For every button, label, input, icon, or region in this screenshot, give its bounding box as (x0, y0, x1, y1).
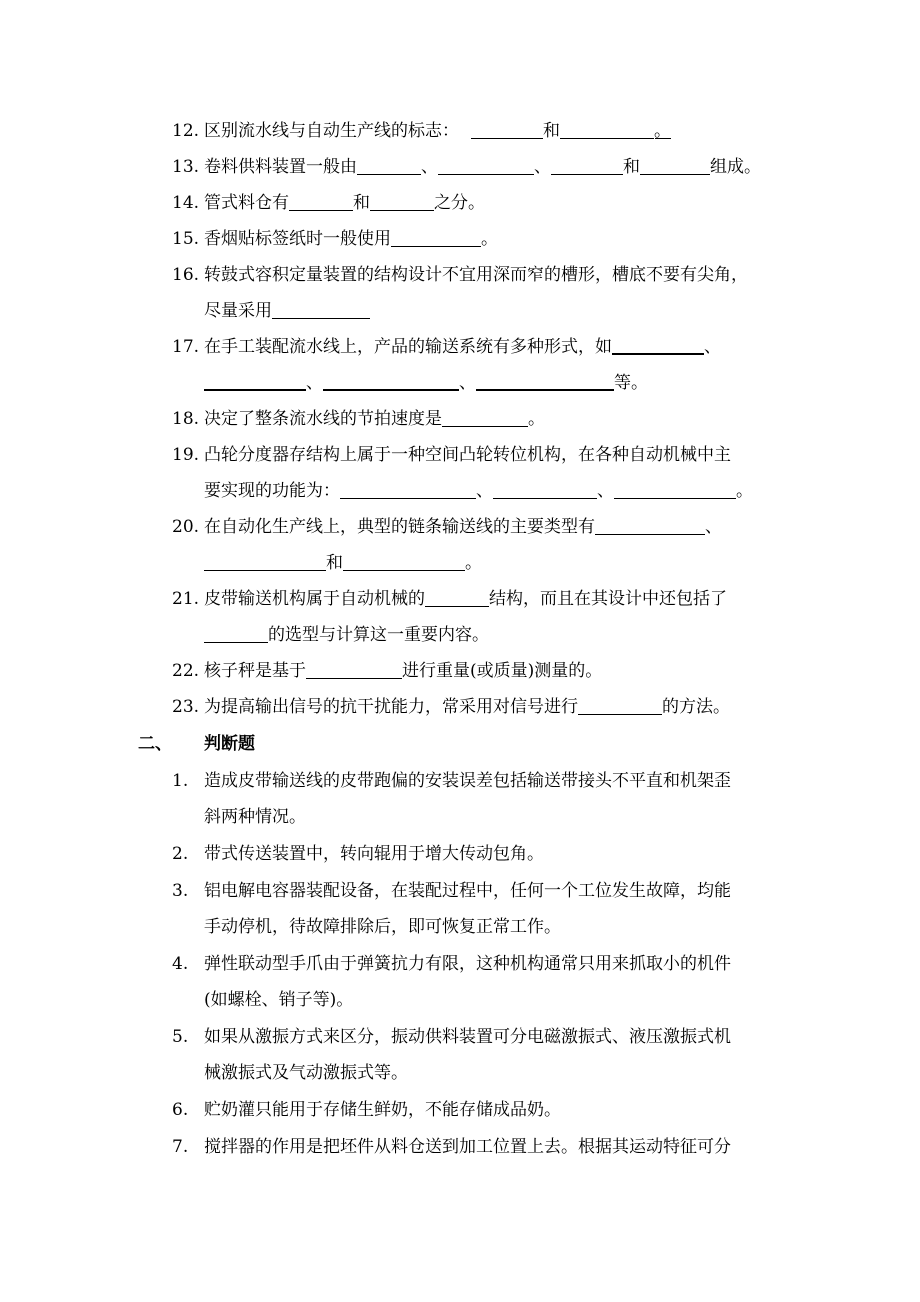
question-number: 4. (172, 954, 189, 974)
question-text: 搅拌器的作用是把坯件从料仓送到加工位置上去。根据其运动特征可分 (204, 1137, 731, 1157)
question-number: 14. (172, 193, 200, 213)
question-text: 贮奶灌只能用于存储生鲜奶，不能存储成品奶。 (204, 1100, 561, 1120)
question-number: 1. (172, 771, 189, 791)
question-16 (0, 259, 920, 291)
question-number: 5. (172, 1027, 189, 1047)
question-number: 3. (172, 881, 189, 901)
judge-3-cont (0, 911, 920, 943)
question-text: 的选型与计算这一重要内容。 (204, 619, 489, 651)
question-number: 7. (172, 1137, 189, 1157)
question-text: 为提高输出信号的抗干扰能力，常采用对信号进行 的方法。 (204, 691, 730, 723)
question-number: 20. (172, 517, 200, 537)
question-13 (0, 151, 920, 183)
judge-3 (0, 875, 920, 907)
question-text: 械激振式及气动激振式等。 (204, 1063, 408, 1083)
question-number: 2. (172, 844, 189, 864)
question-number: 18. (172, 409, 200, 429)
question-19-cont (0, 475, 920, 507)
question-16-cont (0, 295, 920, 327)
question-number: 22. (172, 661, 200, 681)
question-19 (0, 439, 920, 471)
question-15 (0, 223, 920, 255)
question-text: 斜两种情况。 (204, 807, 306, 827)
question-23 (0, 691, 920, 723)
section-title: 判断题 (204, 734, 255, 754)
judge-7 (0, 1131, 920, 1163)
question-number: 19. (172, 445, 200, 465)
question-17 (0, 331, 920, 363)
judge-4 (0, 948, 920, 980)
section-heading (0, 728, 920, 760)
judge-1-cont (0, 801, 920, 833)
question-text: 核子秤是基于 进行重量(或质量)测量的。 (204, 655, 602, 687)
question-text: 区别流水线与自动生产线的标志： 和 。 (204, 115, 671, 147)
question-text: 手动停机，待故障排除后，即可恢复正常工作。 (204, 917, 561, 937)
question-number: 15. (172, 229, 200, 249)
question-number: 12. (172, 121, 200, 141)
question-text: 在自动化生产线上，典型的链条输送线的主要类型有 、 (204, 511, 722, 543)
section-number: 二、 (138, 734, 172, 754)
question-text: 、 、 等。 (204, 367, 648, 399)
question-number: 21. (172, 589, 200, 609)
question-20-cont (0, 547, 920, 579)
question-22 (0, 655, 920, 687)
question-number: 23. (172, 697, 200, 717)
question-text: 皮带输送机构属于自动机械的 结构，而且在其设计中还包括了 (204, 583, 727, 615)
question-text: 尽量采用 (204, 295, 370, 327)
question-17-cont (0, 367, 920, 399)
judge-2 (0, 838, 920, 870)
question-text: 铝电解电容器装配设备，在装配过程中，任何一个工位发生故障，均能 (204, 881, 731, 901)
question-text: 弹性联动型手爪由于弹簧抗力有限，这种机构通常只用来抓取小的机件 (204, 954, 731, 974)
question-text: 造成皮带输送线的皮带跑偏的安装误差包括输送带接头不平直和机架歪 (204, 771, 731, 791)
question-text: 管式料仓有 和 之分。 (204, 187, 485, 219)
question-text: 如果从激振方式来区分，振动供料装置可分电磁激振式、液压激振式机 (204, 1027, 731, 1047)
question-number: 16. (172, 265, 200, 285)
question-14 (0, 187, 920, 219)
question-text: (如螺栓、销子等)。 (204, 990, 354, 1010)
judge-4-cont (0, 984, 920, 1016)
question-text: 香烟贴标签纸时一般使用 。 (204, 223, 498, 255)
question-text: 和 。 (204, 547, 482, 579)
question-12 (0, 115, 920, 147)
question-21-cont (0, 619, 920, 651)
question-text: 在手工装配流水线上，产品的输送系统有多种形式，如 、 (204, 331, 721, 363)
question-18 (0, 403, 920, 435)
question-text: 卷料供料装置一般由 、 、 和 组成。 (204, 151, 761, 183)
question-text: 决定了整条流水线的节拍速度是 。 (204, 403, 545, 435)
question-number: 13. (172, 157, 200, 177)
question-number: 17. (172, 337, 200, 357)
judge-5-cont (0, 1057, 920, 1089)
question-number: 6. (172, 1100, 189, 1120)
judge-6 (0, 1094, 920, 1126)
question-text: 凸轮分度器存结构上属于一种空间凸轮转位机构，在各种自动机械中主 (204, 445, 731, 465)
question-21 (0, 583, 920, 615)
question-20 (0, 511, 920, 543)
question-text: 转鼓式容积定量装置的结构设计不宜用深而窄的槽形，槽底不要有尖角， (204, 265, 748, 285)
question-text: 带式传送装置中，转向辊用于增大传动包角。 (204, 844, 544, 864)
judge-5 (0, 1021, 920, 1053)
question-text: 要实现的功能为： 、 、 。 (204, 475, 753, 507)
judge-1 (0, 765, 920, 797)
